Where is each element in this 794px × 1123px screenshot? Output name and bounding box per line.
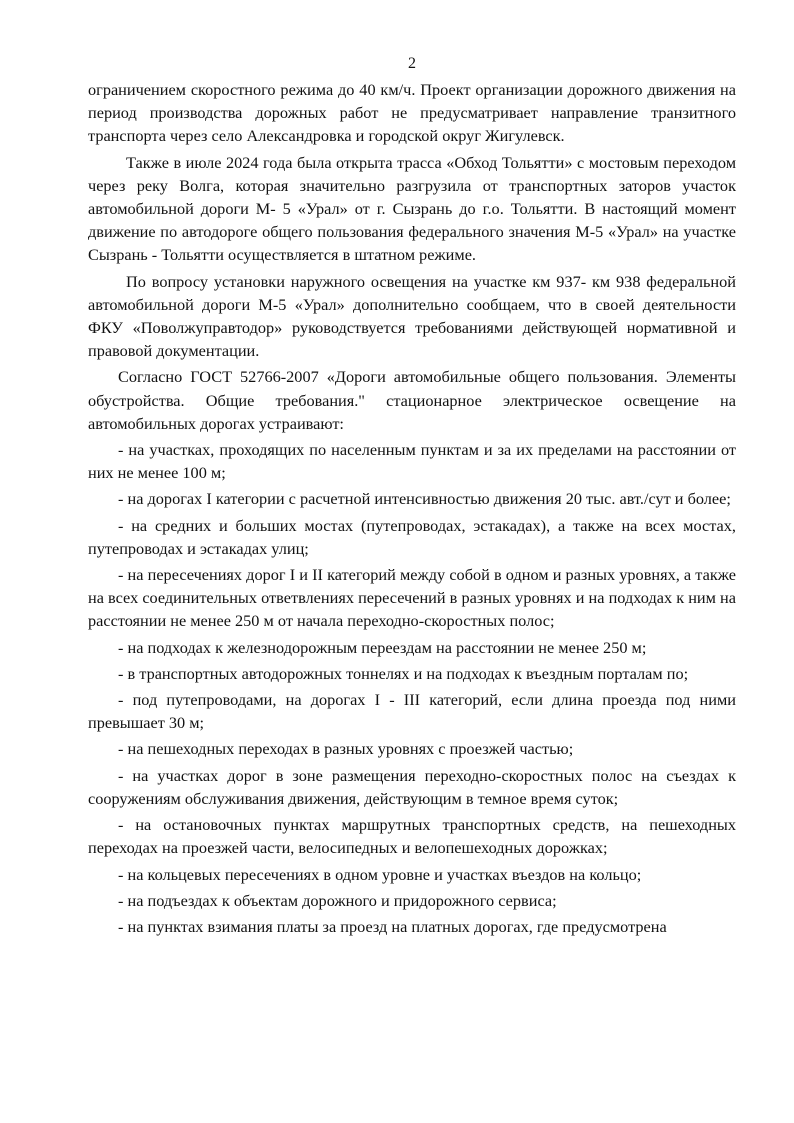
paragraph-3: По вопросу установки наружного освещения на участке км 937- км 938 федеральной автомобильной дороги М-5 «Урал» дополнительно сообщаем, что в своей деятельности ФКУ «Поволжуправтодор» руководствуется требованиями действующей нормативной и правовой документации.: [88, 271, 736, 361]
paragraph-1: ограничением скоростного режима до 40 км/ч. Проект организации дорожного движения на период производства дорожных работ не предусматривает направление транзитного транспорта через село Александровка и городской округ Жигулевск.: [88, 80, 736, 146]
list-item: - на средних и больших мостах (путепроводах, эстакадах), а также на всех мостах, путепроводах и эстакадах улиц;: [88, 515, 736, 558]
paragraph-2: Также в июле 2024 года была открыта трасса «Обход Тольятти» с мостовым переходом через реку Волга, которая значительно разгрузила от транспортных заторов участок автомобильной дороги М- 5 «Урал» от г. Сызрань до г.о. Тольятти. В настоящий момент движение по автодороге общего пользования федерального значения М-5 «Урал» на участке Сызрань - Тольятти осуществляется в штатном режиме.: [88, 152, 736, 265]
lighting-requirements-list: [88, 438, 736, 938]
list-item: - на подходах к железнодорожным переездам на расстоянии не менее 250 м;: [118, 637, 647, 657]
list-item: - на дорогах I категории с расчетной интенсивностью движения 20 тыс. авт./сут и более;: [118, 489, 731, 509]
list-item: - на подъездах к объектам дорожного и придорожного сервиса;: [118, 890, 557, 910]
list-item: - на участках дорог в зоне размещения переходно-скоростных полос на съездах к сооружениям обслуживания движения, действующим в темное время суток;: [88, 765, 736, 808]
list-item: - под путепроводами, на дорогах I - III категорий, если длина проезда под ними превышает 30 м;: [88, 690, 736, 733]
list-item: - на пересечениях дорог I и II категорий между собой в одном и разных уровнях, а также на всех соединительных ответвлениях пересечений в разных уровнях и на подходах к ним на расстоянии не менее 250 м от начала переходно-скоростных полос;: [88, 565, 736, 631]
list-item: - в транспортных автодорожных тоннелях и на подходах к въездным порталам по;: [118, 663, 689, 683]
list-item: - на пунктах взимания платы за проезд на платных дорогах, где предусмотрена: [118, 916, 667, 936]
paragraph-4: Согласно ГОСТ 52766-2007 «Дороги автомобильные общего пользования. Элементы обустройства. Общие требования." стационарное электрическое освещение на автомобильных дорогах устраивают:: [88, 367, 736, 433]
list-item: - на остановочных пунктах маршрутных транспортных средств, на пешеходных переходах на проезжей части, велосипедных и велопешеходных дорожках;: [88, 815, 736, 858]
list-item: - на участках, проходящих по населенным пунктам и за их пределами на расстоянии от них не менее 100 м;: [88, 440, 736, 483]
list-item: - на пешеходных переходах в разных уровнях с проезжей частью;: [118, 739, 574, 759]
document-page: [88, 54, 736, 938]
list-item: - на кольцевых пересечениях в одном уровне и участках въездов на кольцо;: [118, 864, 642, 884]
page-number: 2: [408, 55, 416, 72]
